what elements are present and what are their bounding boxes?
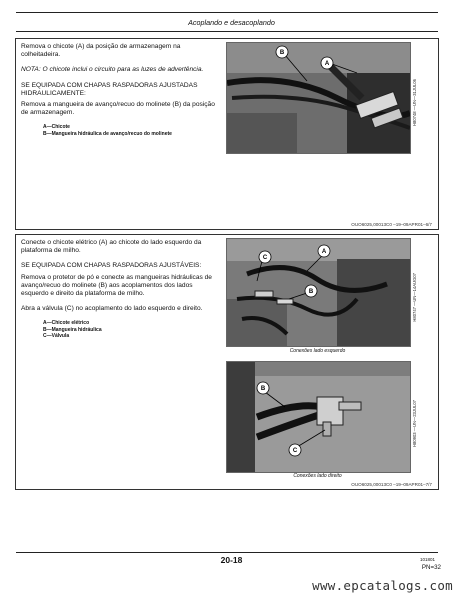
photo-caption: Conexões lado esquerdo (289, 348, 346, 354)
footer-rule (16, 552, 438, 553)
legend-item: B—Mangueira hidráulica de avanço/recuo do molinete (43, 130, 172, 137)
section1-text (21, 43, 221, 137)
figure-id: H80748 —UN—31JUL06 (412, 79, 417, 127)
legend-item: C—Válvula (43, 333, 70, 340)
reference-code: OUO6025,00013C0 –19–09APR01–7/7 (351, 482, 432, 487)
section-remove-harness (15, 38, 439, 230)
photo-illustration (227, 362, 410, 472)
callout-label: A (321, 249, 327, 256)
watermark-text: www.epcatalogs.com (312, 578, 453, 593)
instruction-text: Remova o protetor de pó e conecte as mangueiras hidráulicas de avanço/recuo do molinete (B) aos acoplamentos dos lados esquerdo e direito da plataforma de milho. (21, 273, 212, 298)
photo-left-connections (226, 238, 411, 347)
legend-item: B—Mangueira hidráulica (43, 326, 102, 333)
instruction-text: Remova a mangueira de avanço/recuo do molinete (B) da posição de armazenagem. (21, 101, 215, 117)
legend-item: A—Chicote (43, 124, 70, 131)
callout-label: C (262, 255, 268, 262)
callout-label: B (308, 289, 314, 296)
callout-label: B (279, 50, 285, 57)
figure-id: H80903 —UN—23JUL07 (412, 400, 417, 448)
instruction-text: Abra a válvula (C) no acoplamento do lado esquerdo e direito. (21, 305, 203, 313)
note-text: NOTA: O chicote inclui o circuito para as luzes de advertência. (21, 66, 204, 74)
section-connect-harness (15, 234, 439, 490)
callout-label: B (260, 386, 266, 393)
page-pn: PN=32 (421, 564, 441, 571)
section2-text (21, 239, 221, 339)
photo-illustration (227, 43, 410, 153)
callout-label: C (292, 448, 298, 455)
figure-id: H80747 —UN—14AUG07 (412, 273, 417, 322)
photo-right-connections (226, 361, 411, 473)
footer-code: 101801 (419, 557, 435, 562)
photo-harness-storage (226, 42, 411, 154)
callout-label: A (324, 61, 330, 68)
page-title: Acoplando e desacoplando (188, 18, 275, 27)
instruction-text: Remova o chicote (A) da posição de armazenagem na colheitadeira. (21, 43, 181, 59)
page-number: 20-18 (220, 555, 243, 565)
instruction-text: Conecte o chicote elétrico (A) ao chicote do lado esquerdo da plataforma de milho. (21, 239, 202, 255)
reference-code: OUO6025,00013C0 –19–09APR01–6/7 (351, 222, 432, 227)
condition-heading: SE EQUIPADA COM CHAPAS RASPADORAS AJUSTÁVEIS: (21, 262, 202, 270)
legend-item: A—Chicote elétrico (43, 320, 90, 327)
photo-illustration (227, 239, 410, 346)
photo-caption: Conexões lado direito (293, 473, 342, 479)
condition-heading: SE EQUIPADA COM CHAPAS RASPADORAS AJUSTADAS HIDRAULICAMENTE: (21, 81, 198, 97)
header-rule-lower (16, 31, 438, 32)
header-rule (16, 12, 438, 13)
